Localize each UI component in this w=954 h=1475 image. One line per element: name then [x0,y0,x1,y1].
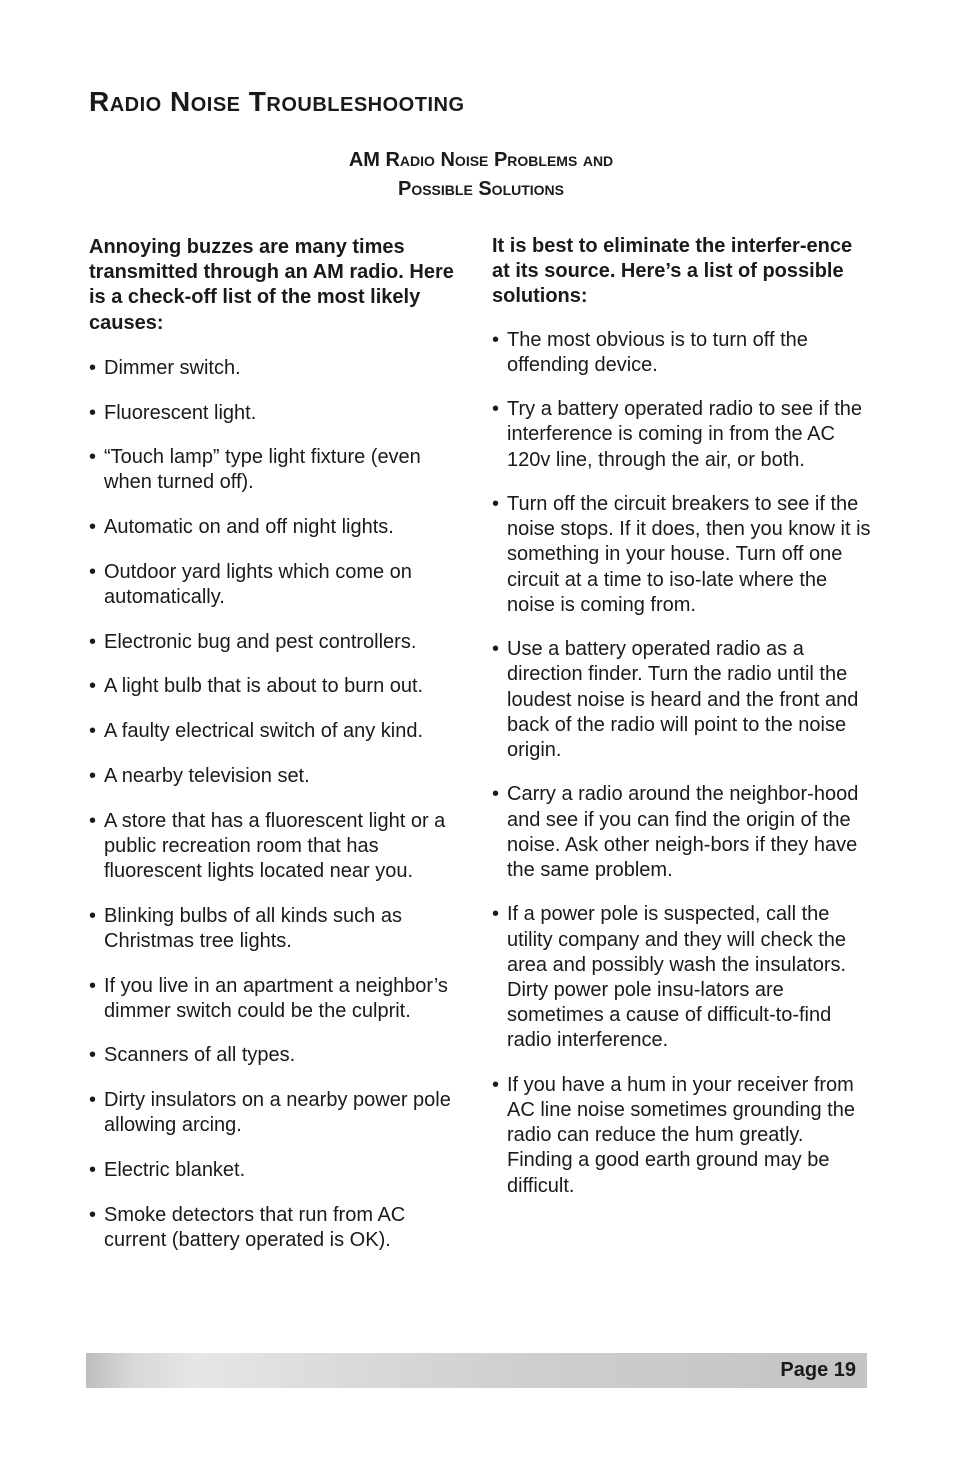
list-item-text: Blinking bulbs of all kinds such as Christmas tree lights. [104,904,402,952]
solutions-column [492,234,872,1218]
solutions-list [492,328,872,1199]
bullet: • [89,974,97,997]
list-item-text: Dimmer switch. [104,356,241,379]
bullet: • [89,764,97,787]
section-title-line-1: AM Radio Noise Problems and [348,149,614,171]
list-item-text: A light bulb that is about to burn out. [104,675,424,698]
list-item [89,445,467,495]
bullet: • [89,401,97,424]
list-item-text: Electric blanket. [104,1159,246,1182]
list-item [89,1158,467,1183]
list-item-text: If a power pole is suspected, call the utility company and they will check the area and possibly wash the insulators. Dirty power pole insu-lators are sometimes a cause of difficult-to-find radio interference. [507,903,847,1052]
list-item [89,560,467,610]
list-item-text: Electronic bug and pest controllers. [104,630,417,653]
bullet: • [89,1044,97,1067]
list-item-text: A faulty electrical switch of any kind. [104,720,424,743]
section-title-line-2: Possible Solutions [397,178,565,200]
bullet: • [89,904,97,927]
list-item-text: A store that has a fluorescent light or a public recreation room that has fluorescent lights located near you. [104,809,446,882]
causes-column [89,235,467,1273]
footer-bar [86,1353,867,1388]
bullet: • [89,560,97,583]
list-item [492,902,872,1053]
list-item [89,764,467,789]
bullet: • [89,1159,97,1182]
list-item [89,401,467,426]
bullet: • [89,1089,97,1112]
list-item-text: Scanners of all types. [104,1044,296,1067]
list-item [89,630,467,655]
bullet: • [89,809,97,832]
list-item [492,492,872,618]
list-item-text: Fluorescent light. [104,401,257,424]
list-item-text: Automatic on and off night lights. [104,516,394,539]
causes-intro: Annoying buzzes are many times transmitted through an AM radio. Here is a check-off list of the most likely causes: [89,236,454,334]
list-item-text: The most obvious is to turn off the offending device. [507,328,808,376]
bullet: • [492,783,500,806]
list-item-text: Dirty insulators on a nearby power pole allowing arcing. [104,1089,451,1137]
list-item-text: Outdoor yard lights which come on automatically. [104,560,412,609]
list-item [89,719,467,744]
list-item [89,1043,467,1068]
bullet: • [89,356,97,379]
list-item-text: Use a battery operated radio as a direction finder. Turn the radio until the loudest noise is heard and the front and back of the radio will point to the noise origin. [507,638,859,762]
list-item [89,904,467,954]
list-item-text: Carry a radio around the neighbor-hood and see if you can find the origin of the noise. Ask other neigh-bors if they have the same problem. [507,783,859,882]
list-item [89,1088,467,1138]
section-title [0,146,954,204]
bullet: • [89,630,97,653]
list-item-text: A nearby television set. [104,764,310,787]
bullet: • [89,675,97,698]
bullet: • [492,903,500,926]
bullet: • [89,720,97,743]
bullet: • [492,1073,500,1096]
list-item [89,974,467,1024]
list-item [492,782,872,883]
list-item-text: If you live in an apartment a neighbor’s dimmer switch could be the culprit. [104,974,448,1022]
bullet: • [89,516,97,539]
list-item [492,1073,872,1199]
causes-list [89,356,467,1253]
bullet: • [89,1203,97,1226]
list-item [89,809,467,885]
list-item-text: “Touch lamp” type light fixture (even when turned off). [104,446,421,494]
page-title: Radio Noise Troubleshooting [89,86,465,117]
bullet: • [492,328,500,351]
bullet: • [492,493,500,515]
list-item [89,1203,467,1253]
list-item [89,356,467,381]
solutions-intro: It is best to eliminate the interfer-ence at its source. Here’s a list of possible solutions: [492,235,853,308]
page-number: Page 19 [780,1359,856,1381]
list-item [89,674,467,699]
list-item-text: If you have a hum in your receiver from AC line noise sometimes grounding the radio can reduce the hum greatly. Finding a good earth ground may be difficult. [507,1073,855,1197]
list-item [492,397,872,473]
list-item-text: Smoke detectors that run from AC current (battery operated is OK). [104,1203,406,1251]
bullet: • [492,398,500,421]
list-item [492,328,872,378]
list-item [492,637,872,763]
bullet: • [89,446,97,469]
list-item [89,515,467,540]
list-item-text: Try a battery operated radio to see if the interference is coming in from the AC 120v line, through the air, or both. [507,398,863,471]
bullet: • [492,638,500,661]
list-item-text: Turn off the circuit breakers to see if the noise stops. If it does, then you know it is something in your house. Turn off one circuit at a time to iso-late where the noise is coming from. [507,493,871,616]
